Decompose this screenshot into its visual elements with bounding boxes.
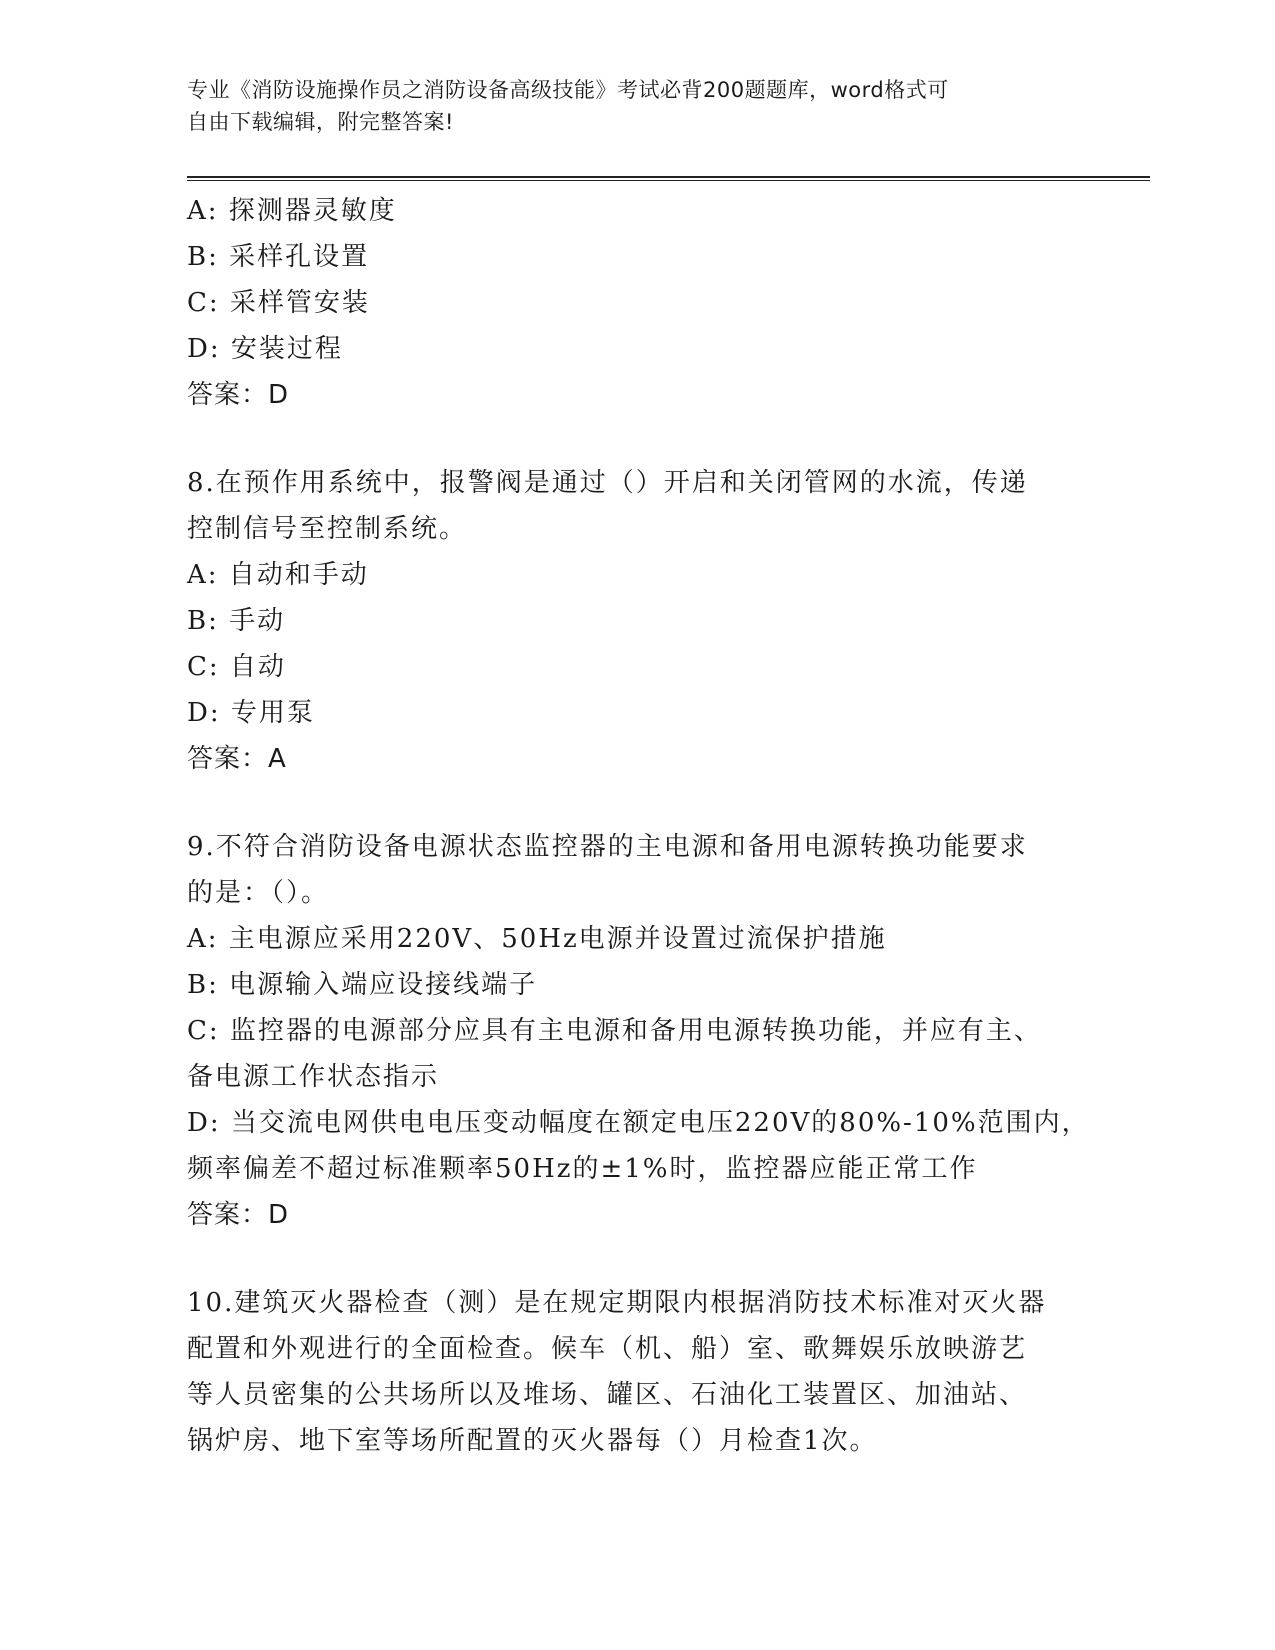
option-d: D: 专用泵 <box>187 698 315 728</box>
question-stem: 配置和外观进行的全面检查。候车（机、船）室、歌舞娱乐放映游艺 <box>187 1334 1028 1364</box>
option-a: A: 主电源应采用220V、50Hz电源并设置过流保护措施 <box>187 924 887 954</box>
header-divider <box>187 176 1150 181</box>
header-line-1: 专业《消防设施操作员之消防设备高级技能》考试必背200题题库，word格式可 <box>187 78 949 102</box>
question-stem: 8.在预作用系统中，报警阀是通过（）开启和关闭管网的水流，传递 <box>187 468 1028 498</box>
option-c: C: 采样管安装 <box>187 288 370 318</box>
option-a: A: 自动和手动 <box>187 560 369 590</box>
spacer <box>187 1238 1067 1280</box>
question-stem: 控制信号至控制系统。 <box>187 514 468 544</box>
question-9 <box>187 824 1090 1238</box>
option-c: C: 监控器的电源部分应具有主电源和备用电源转换功能，并应有主、 <box>187 1016 1042 1046</box>
option-c-continued: 备电源工作状态指示 <box>187 1062 440 1092</box>
answer-label: 答案：A <box>187 744 287 774</box>
question-stem: 的是：（）。 <box>187 878 330 908</box>
spacer <box>187 782 1067 824</box>
question-8 <box>187 460 1067 782</box>
question-stem: 9.不符合消防设备电源状态监控器的主电源和备用电源转换功能要求 <box>187 832 1028 862</box>
document-header <box>187 74 1087 138</box>
question-stem: 锅炉房、地下室等场所配置的灭火器每（）月检查1次。 <box>187 1426 878 1456</box>
option-d-continued: 频率偏差不超过标准颗率50Hz的±1%时，监控器应能正常工作 <box>187 1154 978 1184</box>
question-10 <box>187 1280 1067 1464</box>
option-d: D: 当交流电网供电电压变动幅度在额定电压220V的80%-10%范围内， <box>187 1108 1090 1138</box>
option-b: B: 手动 <box>187 606 286 636</box>
option-b: B: 采样孔设置 <box>187 242 370 272</box>
answer-label: 答案：D <box>187 380 290 410</box>
document-body <box>187 188 1090 1464</box>
option-c: C: 自动 <box>187 652 286 682</box>
answer-label: 答案：D <box>187 1200 290 1230</box>
question-stem: 10.建筑灭火器检查（测）是在规定期限内根据消防技术标准对灭火器 <box>187 1288 1047 1318</box>
option-d: D: 安装过程 <box>187 334 343 364</box>
spacer <box>187 418 1067 460</box>
header-line-2: 自由下载编辑，附完整答案! <box>187 110 454 134</box>
question-stem: 等人员密集的公共场所以及堆场、罐区、石油化工装置区、加油站、 <box>187 1380 1028 1410</box>
option-a: A: 探测器灵敏度 <box>187 196 397 226</box>
question-7 <box>187 188 1067 418</box>
option-b: B: 电源输入端应设接线端子 <box>187 970 538 1000</box>
